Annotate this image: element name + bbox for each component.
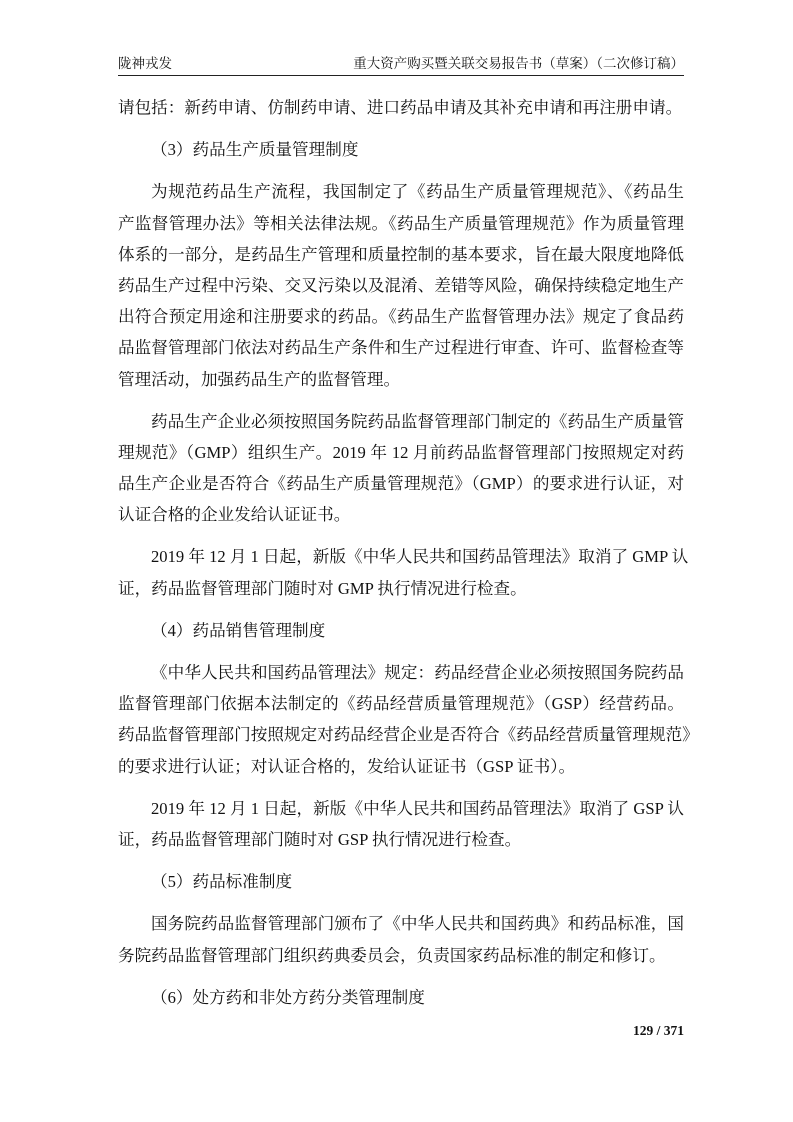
text-line: 2019 年 12 月 1 日起，新版《中华人民共和国药品管理法》取消了 GSP 认 — [151, 798, 684, 818]
paragraph — [118, 406, 684, 531]
text-line: （3）药品生产质量管理制度 — [151, 140, 359, 160]
text-line: 的要求进行认证；对认证合格的，发给认证证书（GSP 证书）。 — [118, 756, 576, 776]
text-line: 品监督管理部门依法对药品生产条件和生产过程进行审查、许可、监督检查等 — [118, 338, 684, 358]
page-header — [118, 52, 684, 76]
header-company: 陇神戎发 — [118, 56, 172, 71]
text-line: 证，药品监督管理部门随时对 GSP 执行情况进行检查。 — [118, 829, 522, 849]
text-line: （4）药品销售管理制度 — [151, 620, 326, 640]
text-line: 请包括：新药申请、仿制药申请、进口药品申请及其补充申请和再注册申请。 — [118, 98, 683, 117]
paragraph — [118, 793, 684, 855]
paragraph — [118, 541, 689, 603]
text-line: 体系的一部分，是药品生产管理和质量控制的基本要求，旨在最大限度地降低 — [118, 244, 684, 264]
page-number: 129 / 371 — [632, 1023, 684, 1038]
text-line: 国务院药品监督管理部门颁布了《中华人民共和国药典》和药品标准，国 — [151, 914, 684, 934]
text-line: 认证合格的企业发给认证证书。 — [118, 505, 351, 525]
paragraph — [118, 92, 684, 123]
text-line: 品生产企业是否符合《药品生产质量管理规范》（GMP）的要求进行认证，对 — [118, 474, 684, 494]
paragraph — [118, 176, 684, 394]
section-heading — [118, 866, 684, 897]
text-line: 管理活动，加强药品生产的监督管理。 — [118, 369, 401, 389]
section-heading — [118, 982, 684, 1013]
text-line: 产监督管理办法》等相关法律法规。《药品生产质量管理规范》作为质量管理 — [118, 213, 684, 233]
text-line: 2019 年 12 月 1 日起，新版《中华人民共和国药品管理法》取消了 GMP 认 — [151, 547, 689, 567]
text-line: 为规范药品生产流程，我国制定了《药品生产质量管理规范》、《药品生 — [151, 182, 684, 202]
section-heading — [118, 134, 684, 165]
paragraph — [118, 908, 684, 970]
text-line: 药品监督管理部门按照规定对药品经营企业是否符合《药品经营质量管理规范》 — [118, 725, 699, 745]
text-line: 药品生产过程中污染、交叉污染以及混淆、差错等风险，确保持续稳定地生产 — [118, 275, 684, 295]
text-line: （5）药品标准制度 — [151, 872, 293, 892]
paragraph — [118, 657, 699, 782]
header-document-title: 重大资产购买暨关联交易报告书（草案）（二次修订稿） — [353, 56, 684, 71]
text-line: 务院药品监督管理部门组织药典委员会，负责国家药品标准的制定和修订。 — [118, 945, 666, 965]
section-heading — [118, 615, 684, 646]
text-line: 理规范》（GMP）组织生产。2019 年 12 月前药品监督管理部门按照规定对药 — [118, 442, 684, 462]
text-line: 证，药品监督管理部门随时对 GMP 执行情况进行检查。 — [118, 578, 527, 598]
text-line: 出符合预定用途和注册要求的药品。《药品生产监督管理办法》规定了食品药 — [118, 307, 684, 327]
text-line: （6）处方药和非处方药分类管理制度 — [151, 987, 425, 1007]
text-line: 药品生产企业必须按照国务院药品监督管理部门制定的《药品生产质量管 — [151, 411, 684, 431]
text-line: 监督管理部门依据本法制定的《药品经营质量管理规范》（GSP）经营药品。 — [118, 694, 684, 714]
document-body — [118, 92, 699, 1024]
text-line: 《中华人民共和国药品管理法》规定：药品经营企业必须按照国务院药品 — [151, 663, 684, 682]
